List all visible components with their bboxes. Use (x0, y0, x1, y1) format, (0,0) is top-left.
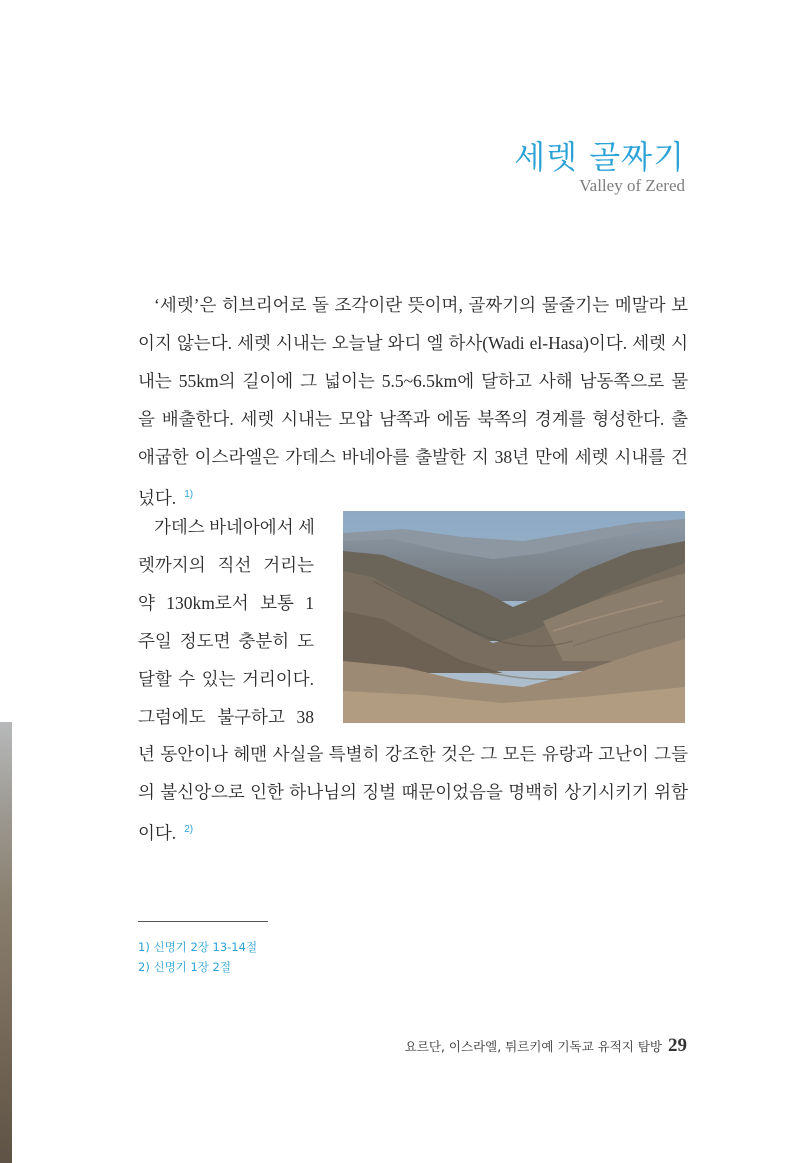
running-title: 요르단, 이스라엘, 튀르키예 기독교 유적지 탐방 (404, 1039, 662, 1054)
paragraph-line: 약 130km로서 보통 1 (138, 593, 314, 613)
paragraph-line: 그럼에도 불구하고 38 (138, 707, 314, 727)
footnote-2: 2) 신명기 1장 2절 (138, 960, 231, 974)
paragraph-line: 렛까지의 직선 거리는 (138, 555, 314, 575)
page-footer (405, 1035, 687, 1057)
paragraph-text: 넜다. (138, 487, 177, 508)
footnote-1: 1) 신명기 2장 13-14절 (138, 940, 258, 954)
paragraph-2-wrap-beside-photo (138, 508, 314, 736)
paragraph-text: 이다. (138, 822, 177, 843)
footnote-divider (138, 921, 268, 922)
footnote-reference-2[interactable]: 2) (184, 824, 194, 835)
paragraph-line: 달할 수 있는 거리이다. (138, 669, 314, 689)
section-title-korean: 세렛 골짜기 (514, 138, 685, 176)
valley-landscape-illustration (343, 511, 685, 723)
paragraph-1 (138, 286, 688, 517)
page-number: 29 (668, 1035, 687, 1056)
paragraph-line: 주일 정도면 충분히 도 (138, 631, 314, 651)
paragraph-2-continued (138, 735, 688, 852)
paragraph-line: 년 동안이나 헤맨 사실을 특별히 강조한 것은 그 모든 유랑과 고난이 그들 (138, 744, 688, 764)
paragraph-line-last (138, 811, 688, 852)
paragraph-line: 을 배출한다. 세렛 시내는 모압 남쪽과 에돔 북쪽의 경계를 형성한다. 출 (138, 409, 688, 429)
paragraph-line: ‘세렛’은 히브리어로 돌 조각이란 뜻이며, 골짜기의 물줄기는 메말라 보 (154, 295, 688, 315)
section-title-english: Valley of Zered (579, 176, 685, 195)
footnotes (138, 937, 257, 977)
paragraph-line: 내는 55km의 길이에 그 넓이는 5.5~6.5km에 달하고 사해 남동쪽으로 물 (138, 371, 688, 391)
paragraph-line: 의 불신앙으로 인한 하나님의 징벌 때문이었음을 명백히 상기시키기 위함 (138, 782, 688, 802)
paragraph-line: 가데스 바네아에서 세 (154, 517, 315, 537)
paragraph-line: 애굽한 이스라엘은 가데스 바네아를 출발한 지 38년 만에 세렛 시내를 건 (138, 447, 688, 467)
valley-photo (343, 511, 685, 723)
paragraph-line: 이지 않는다. 세렛 시내는 오늘날 와디 엘 하사(Wadi el-Hasa)이다. 세렛 시 (138, 333, 688, 353)
adjacent-page-photo-edge (0, 722, 12, 1163)
footnote-reference-1[interactable]: 1) (184, 489, 194, 500)
